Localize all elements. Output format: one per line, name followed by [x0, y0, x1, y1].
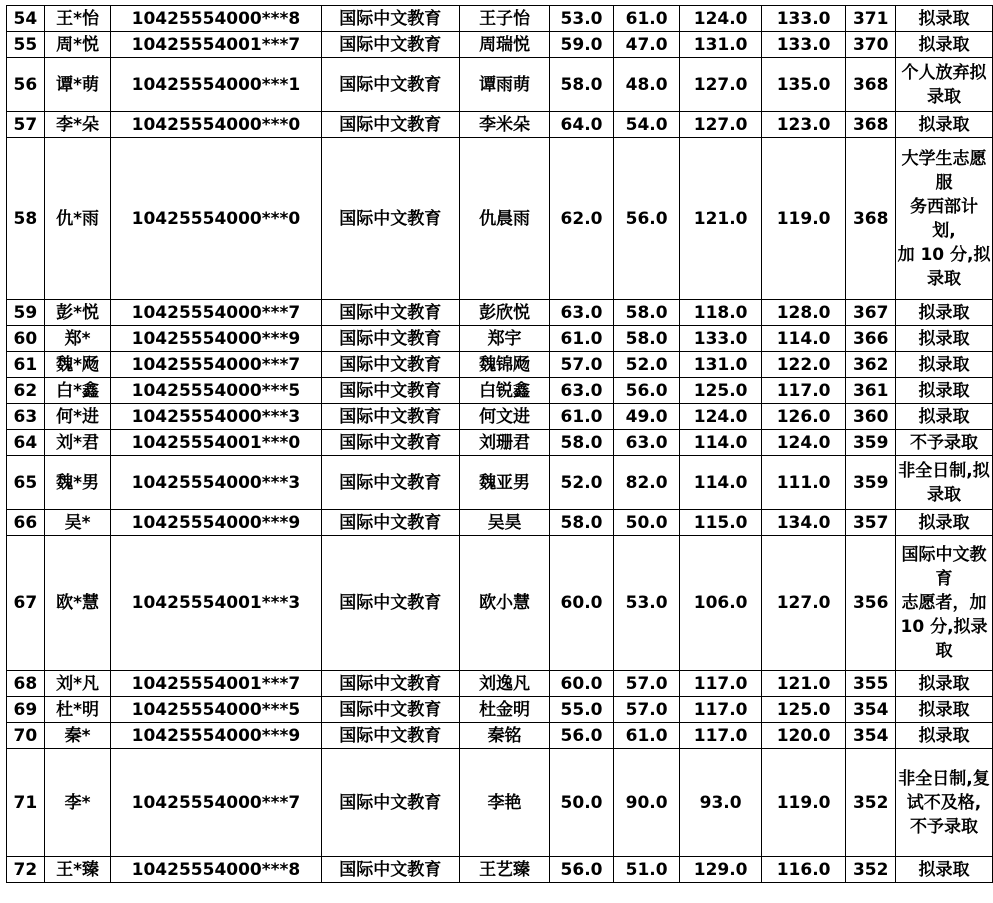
score-2-cell: 61.0 — [613, 6, 680, 32]
row-number-cell: 72 — [7, 857, 45, 883]
exam-id-cell: 10425554000***0 — [111, 138, 321, 300]
score-2-cell: 57.0 — [613, 697, 680, 723]
score-4-cell: 134.0 — [761, 510, 845, 536]
score-2-cell: 48.0 — [613, 58, 680, 112]
full-name-cell: 杜金明 — [459, 697, 549, 723]
masked-name-cell: 仇*雨 — [44, 138, 111, 300]
table-row — [7, 697, 993, 723]
table-row — [7, 378, 993, 404]
score-2-cell: 56.0 — [613, 378, 680, 404]
admission-result-cell: 拟录取 — [896, 32, 993, 58]
full-name-cell: 郑宇 — [459, 326, 549, 352]
admission-result-cell: 拟录取 — [896, 723, 993, 749]
exam-id-cell: 10425554001***7 — [111, 671, 321, 697]
full-name-cell: 彭欣悦 — [459, 300, 549, 326]
masked-name-cell: 欧*慧 — [44, 536, 111, 671]
score-2-cell: 57.0 — [613, 671, 680, 697]
score-4-cell: 120.0 — [761, 723, 845, 749]
score-3-cell: 117.0 — [680, 723, 762, 749]
total-score-cell: 356 — [846, 536, 896, 671]
admission-result-cell: 拟录取 — [896, 857, 993, 883]
score-3-cell: 106.0 — [680, 536, 762, 671]
total-score-cell: 370 — [846, 32, 896, 58]
exam-id-cell: 10425554000***3 — [111, 456, 321, 510]
exam-id-cell: 10425554000***7 — [111, 352, 321, 378]
masked-name-cell: 魏*飏 — [44, 352, 111, 378]
score-1-cell: 61.0 — [550, 404, 614, 430]
score-1-cell: 52.0 — [550, 456, 614, 510]
row-number-cell: 70 — [7, 723, 45, 749]
score-3-cell: 124.0 — [680, 6, 762, 32]
major-cell: 国际中文教育 — [321, 749, 459, 857]
admission-result-cell: 拟录取 — [896, 510, 993, 536]
score-2-cell: 61.0 — [613, 723, 680, 749]
full-name-cell: 何文进 — [459, 404, 549, 430]
exam-id-cell: 10425554001***3 — [111, 536, 321, 671]
admission-result-cell: 拟录取 — [896, 112, 993, 138]
masked-name-cell: 王*怡 — [44, 6, 111, 32]
score-1-cell: 58.0 — [550, 58, 614, 112]
row-number-cell: 54 — [7, 6, 45, 32]
major-cell: 国际中文教育 — [321, 697, 459, 723]
score-3-cell: 117.0 — [680, 671, 762, 697]
score-4-cell: 133.0 — [761, 6, 845, 32]
score-1-cell: 63.0 — [550, 300, 614, 326]
masked-name-cell: 彭*悦 — [44, 300, 111, 326]
row-number-cell: 59 — [7, 300, 45, 326]
total-score-cell: 361 — [846, 378, 896, 404]
row-number-cell: 61 — [7, 352, 45, 378]
full-name-cell: 周瑞悦 — [459, 32, 549, 58]
major-cell: 国际中文教育 — [321, 58, 459, 112]
score-4-cell: 114.0 — [761, 326, 845, 352]
table-row — [7, 404, 993, 430]
major-cell: 国际中文教育 — [321, 723, 459, 749]
masked-name-cell: 谭*萌 — [44, 58, 111, 112]
full-name-cell: 李艳 — [459, 749, 549, 857]
total-score-cell: 360 — [846, 404, 896, 430]
row-number-cell: 62 — [7, 378, 45, 404]
score-1-cell: 58.0 — [550, 430, 614, 456]
exam-id-cell: 10425554000***7 — [111, 300, 321, 326]
major-cell: 国际中文教育 — [321, 536, 459, 671]
masked-name-cell: 刘*君 — [44, 430, 111, 456]
masked-name-cell: 何*进 — [44, 404, 111, 430]
admission-result-cell: 拟录取 — [896, 326, 993, 352]
score-1-cell: 50.0 — [550, 749, 614, 857]
score-3-cell: 131.0 — [680, 352, 762, 378]
full-name-cell: 刘逸凡 — [459, 671, 549, 697]
masked-name-cell: 魏*男 — [44, 456, 111, 510]
exam-id-cell: 10425554001***0 — [111, 430, 321, 456]
major-cell: 国际中文教育 — [321, 404, 459, 430]
admission-result-cell: 拟录取 — [896, 697, 993, 723]
major-cell: 国际中文教育 — [321, 456, 459, 510]
admission-result-cell: 非全日制,复 试不及格, 不予录取 — [896, 749, 993, 857]
score-2-cell: 63.0 — [613, 430, 680, 456]
masked-name-cell: 郑* — [44, 326, 111, 352]
score-4-cell: 117.0 — [761, 378, 845, 404]
score-1-cell: 60.0 — [550, 536, 614, 671]
table-row — [7, 138, 993, 300]
masked-name-cell: 王*臻 — [44, 857, 111, 883]
admission-result-cell: 非全日制,拟 录取 — [896, 456, 993, 510]
admission-result-cell: 拟录取 — [896, 352, 993, 378]
masked-name-cell: 周*悦 — [44, 32, 111, 58]
exam-id-cell: 10425554000***9 — [111, 510, 321, 536]
full-name-cell: 魏亚男 — [459, 456, 549, 510]
exam-id-cell: 10425554000***8 — [111, 857, 321, 883]
score-3-cell: 125.0 — [680, 378, 762, 404]
exam-id-cell: 10425554000***0 — [111, 112, 321, 138]
score-1-cell: 55.0 — [550, 697, 614, 723]
table-row — [7, 112, 993, 138]
masked-name-cell: 刘*凡 — [44, 671, 111, 697]
table-row — [7, 58, 993, 112]
masked-name-cell: 吴* — [44, 510, 111, 536]
score-2-cell: 50.0 — [613, 510, 680, 536]
table-row — [7, 456, 993, 510]
score-3-cell: 118.0 — [680, 300, 762, 326]
score-3-cell: 114.0 — [680, 430, 762, 456]
admission-result-cell: 拟录取 — [896, 6, 993, 32]
score-1-cell: 56.0 — [550, 723, 614, 749]
major-cell: 国际中文教育 — [321, 378, 459, 404]
score-3-cell: 133.0 — [680, 326, 762, 352]
row-number-cell: 57 — [7, 112, 45, 138]
major-cell: 国际中文教育 — [321, 857, 459, 883]
major-cell: 国际中文教育 — [321, 6, 459, 32]
score-4-cell: 135.0 — [761, 58, 845, 112]
exam-id-cell: 10425554000***1 — [111, 58, 321, 112]
score-4-cell: 121.0 — [761, 671, 845, 697]
major-cell: 国际中文教育 — [321, 352, 459, 378]
major-cell: 国际中文教育 — [321, 300, 459, 326]
admission-result-cell: 国际中文教 育 志愿者，加 10 分,拟录 取 — [896, 536, 993, 671]
masked-name-cell: 李*朵 — [44, 112, 111, 138]
score-3-cell: 129.0 — [680, 857, 762, 883]
exam-id-cell: 10425554000***5 — [111, 697, 321, 723]
table-row — [7, 510, 993, 536]
table-row — [7, 326, 993, 352]
table-row — [7, 857, 993, 883]
score-3-cell: 127.0 — [680, 58, 762, 112]
score-4-cell: 127.0 — [761, 536, 845, 671]
masked-name-cell: 李* — [44, 749, 111, 857]
score-4-cell: 111.0 — [761, 456, 845, 510]
admission-result-cell: 拟录取 — [896, 404, 993, 430]
masked-name-cell: 秦* — [44, 723, 111, 749]
full-name-cell: 王艺臻 — [459, 857, 549, 883]
row-number-cell: 64 — [7, 430, 45, 456]
table-row — [7, 749, 993, 857]
full-name-cell: 魏锦飏 — [459, 352, 549, 378]
full-name-cell: 欧小慧 — [459, 536, 549, 671]
exam-id-cell: 10425554000***9 — [111, 326, 321, 352]
score-1-cell: 56.0 — [550, 857, 614, 883]
admission-results-table — [6, 5, 993, 883]
full-name-cell: 白锐鑫 — [459, 378, 549, 404]
total-score-cell: 354 — [846, 697, 896, 723]
row-number-cell: 63 — [7, 404, 45, 430]
full-name-cell: 仇晨雨 — [459, 138, 549, 300]
score-4-cell: 125.0 — [761, 697, 845, 723]
major-cell: 国际中文教育 — [321, 671, 459, 697]
total-score-cell: 359 — [846, 456, 896, 510]
table-row — [7, 430, 993, 456]
score-1-cell: 60.0 — [550, 671, 614, 697]
score-4-cell: 124.0 — [761, 430, 845, 456]
row-number-cell: 66 — [7, 510, 45, 536]
score-2-cell: 58.0 — [613, 300, 680, 326]
major-cell: 国际中文教育 — [321, 326, 459, 352]
score-4-cell: 133.0 — [761, 32, 845, 58]
score-2-cell: 52.0 — [613, 352, 680, 378]
score-4-cell: 128.0 — [761, 300, 845, 326]
table-row — [7, 6, 993, 32]
score-4-cell: 119.0 — [761, 749, 845, 857]
masked-name-cell: 白*鑫 — [44, 378, 111, 404]
admission-result-cell: 大学生志愿 服 务西部计 划, 加 10 分,拟 录取 — [896, 138, 993, 300]
major-cell: 国际中文教育 — [321, 138, 459, 300]
score-4-cell: 119.0 — [761, 138, 845, 300]
admission-result-cell: 拟录取 — [896, 378, 993, 404]
table-row — [7, 671, 993, 697]
score-2-cell: 53.0 — [613, 536, 680, 671]
major-cell: 国际中文教育 — [321, 32, 459, 58]
exam-id-cell: 10425554000***9 — [111, 723, 321, 749]
score-1-cell: 53.0 — [550, 6, 614, 32]
total-score-cell: 362 — [846, 352, 896, 378]
table-row — [7, 32, 993, 58]
total-score-cell: 352 — [846, 749, 896, 857]
exam-id-cell: 10425554000***3 — [111, 404, 321, 430]
score-3-cell: 115.0 — [680, 510, 762, 536]
score-3-cell: 93.0 — [680, 749, 762, 857]
table-row — [7, 723, 993, 749]
score-1-cell: 61.0 — [550, 326, 614, 352]
total-score-cell: 352 — [846, 857, 896, 883]
row-number-cell: 69 — [7, 697, 45, 723]
score-3-cell: 121.0 — [680, 138, 762, 300]
row-number-cell: 68 — [7, 671, 45, 697]
full-name-cell: 王子怡 — [459, 6, 549, 32]
score-2-cell: 49.0 — [613, 404, 680, 430]
full-name-cell: 吴昊 — [459, 510, 549, 536]
major-cell: 国际中文教育 — [321, 112, 459, 138]
score-1-cell: 62.0 — [550, 138, 614, 300]
table-row — [7, 300, 993, 326]
score-2-cell: 58.0 — [613, 326, 680, 352]
score-3-cell: 131.0 — [680, 32, 762, 58]
exam-id-cell: 10425554000***5 — [111, 378, 321, 404]
score-1-cell: 57.0 — [550, 352, 614, 378]
full-name-cell: 李米朵 — [459, 112, 549, 138]
total-score-cell: 367 — [846, 300, 896, 326]
score-3-cell: 124.0 — [680, 404, 762, 430]
score-2-cell: 47.0 — [613, 32, 680, 58]
table-row — [7, 536, 993, 671]
score-4-cell: 122.0 — [761, 352, 845, 378]
exam-id-cell: 10425554001***7 — [111, 32, 321, 58]
total-score-cell: 371 — [846, 6, 896, 32]
row-number-cell: 56 — [7, 58, 45, 112]
score-4-cell: 116.0 — [761, 857, 845, 883]
exam-id-cell: 10425554000***7 — [111, 749, 321, 857]
full-name-cell: 谭雨萌 — [459, 58, 549, 112]
score-2-cell: 56.0 — [613, 138, 680, 300]
score-2-cell: 82.0 — [613, 456, 680, 510]
score-2-cell: 54.0 — [613, 112, 680, 138]
full-name-cell: 刘珊君 — [459, 430, 549, 456]
table-row — [7, 352, 993, 378]
masked-name-cell: 杜*明 — [44, 697, 111, 723]
total-score-cell: 366 — [846, 326, 896, 352]
score-4-cell: 126.0 — [761, 404, 845, 430]
row-number-cell: 55 — [7, 32, 45, 58]
row-number-cell: 58 — [7, 138, 45, 300]
exam-id-cell: 10425554000***8 — [111, 6, 321, 32]
score-4-cell: 123.0 — [761, 112, 845, 138]
total-score-cell: 368 — [846, 138, 896, 300]
score-2-cell: 90.0 — [613, 749, 680, 857]
score-3-cell: 114.0 — [680, 456, 762, 510]
total-score-cell: 359 — [846, 430, 896, 456]
score-1-cell: 58.0 — [550, 510, 614, 536]
total-score-cell: 368 — [846, 112, 896, 138]
row-number-cell: 65 — [7, 456, 45, 510]
row-number-cell: 60 — [7, 326, 45, 352]
table-body — [7, 6, 993, 883]
row-number-cell: 67 — [7, 536, 45, 671]
score-1-cell: 63.0 — [550, 378, 614, 404]
total-score-cell: 357 — [846, 510, 896, 536]
row-number-cell: 71 — [7, 749, 45, 857]
admission-result-cell: 拟录取 — [896, 671, 993, 697]
admission-result-cell: 不予录取 — [896, 430, 993, 456]
admission-result-cell: 个人放弃拟 录取 — [896, 58, 993, 112]
full-name-cell: 秦铭 — [459, 723, 549, 749]
score-1-cell: 59.0 — [550, 32, 614, 58]
total-score-cell: 354 — [846, 723, 896, 749]
admission-result-cell: 拟录取 — [896, 300, 993, 326]
score-2-cell: 51.0 — [613, 857, 680, 883]
total-score-cell: 355 — [846, 671, 896, 697]
score-1-cell: 64.0 — [550, 112, 614, 138]
major-cell: 国际中文教育 — [321, 430, 459, 456]
score-3-cell: 117.0 — [680, 697, 762, 723]
score-3-cell: 127.0 — [680, 112, 762, 138]
total-score-cell: 368 — [846, 58, 896, 112]
major-cell: 国际中文教育 — [321, 510, 459, 536]
